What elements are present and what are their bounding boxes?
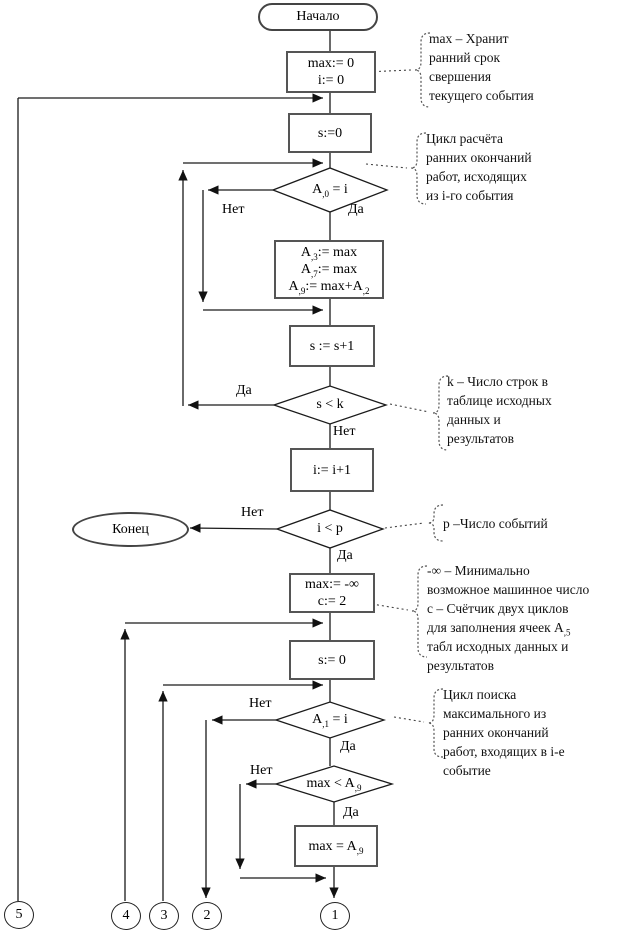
decision-a0-outline [273,168,387,212]
yes-label-max: Да [343,805,359,820]
decision-max-label: $\max < A_{,9}$ [306,776,362,793]
process-init-text: max:= 0 i:= 0 [307,56,355,88]
end-terminator [72,512,189,547]
connector-2-number: 2 [203,908,211,923]
decision-ip-outline [277,510,383,548]
process-max-assign-text: $\max = A_{,9}$ [308,838,364,856]
no-label-max: Нет [250,763,273,778]
process-s-increment [289,325,375,367]
connector-4-number: 4 [122,908,130,923]
process-max-reset-text: max:= -∞ c:= 2 [304,577,360,609]
decision-a1-label: $A_{,1} = i$ [312,712,348,729]
connector-circle-1 [320,902,350,930]
annotation-max: max – Хранит ранний срок свершения текущего события [429,31,534,103]
process-assign-early [274,240,384,299]
connector-3-number: 3 [160,908,168,923]
brace-max [415,33,430,107]
process-s-increment-text: s := s+1 [309,338,355,354]
start-label: Начало [296,9,340,24]
connector-1-number: 1 [331,908,339,923]
no-label-a1: Нет [249,696,272,711]
connector-5-number: 5 [15,907,23,922]
brace-k [433,376,448,450]
annotation-p: p –Число событий [443,516,548,531]
annotation-k: k – Число строк в таблице исходных данных и результатов [447,374,552,446]
start-terminator [258,3,378,31]
decision-a0-label: $A_{,0} = i$ [312,182,348,199]
process-max-assign [294,825,378,867]
yes-label-sk: Да [236,383,252,398]
no-label-a0: Нет [222,202,245,217]
brace-inner-loop [428,689,443,757]
process-assign-early-text: $A_{,3}:= \max$ $A_{,7}:= \max$ $A_{,9}:= \max+A_{,2}$ [288,245,370,296]
process-s-zero-inner-text: s:= 0 [318,652,346,668]
process-i-increment [290,448,374,492]
annotation-inf: -∞ – Минимально возможное машинное число с – Счётчик двух циклов для заполнения ячеек $А_{,5}$ табл исходных данных и результатов [427,563,590,673]
process-init [286,51,376,93]
annotation-outer-loop: Цикл расчёта ранних окончаний работ, исходящих из i-го события [426,131,532,203]
brace-p [428,505,443,541]
connector-circle-4 [111,902,141,930]
process-s-zero-outer-text: s:=0 [317,125,343,141]
connector-circle-3 [149,902,179,930]
end-label: Конец [112,521,149,537]
yes-label-a1: Да [340,739,356,754]
brace-outer-loop [411,133,426,204]
yes-label-ip: Да [337,548,353,563]
annotation-leaders [364,70,429,722]
process-s-zero-outer [288,113,372,153]
decision-max-outline [276,766,392,802]
yes-label-a0: Да [348,202,364,217]
process-max-reset [289,573,375,613]
no-label-ip: Нет [241,505,264,520]
annotation-inner-loop: Цикл поиска максимального из ранних окончаний работ, входящих в i-е событие [443,687,565,778]
decision-sk-label: s < k [316,397,344,412]
connector-circle-2 [192,902,222,930]
brace-inf [412,566,427,657]
no-label-sk: Нет [333,424,356,439]
decision-a1-outline [276,702,384,738]
process-i-increment-text: i:= i+1 [313,462,351,478]
decision-sk-outline [274,386,386,424]
decision-ip-label: i < p [317,521,343,536]
connector-circle-5 [4,901,34,929]
process-s-zero-inner [289,640,375,680]
